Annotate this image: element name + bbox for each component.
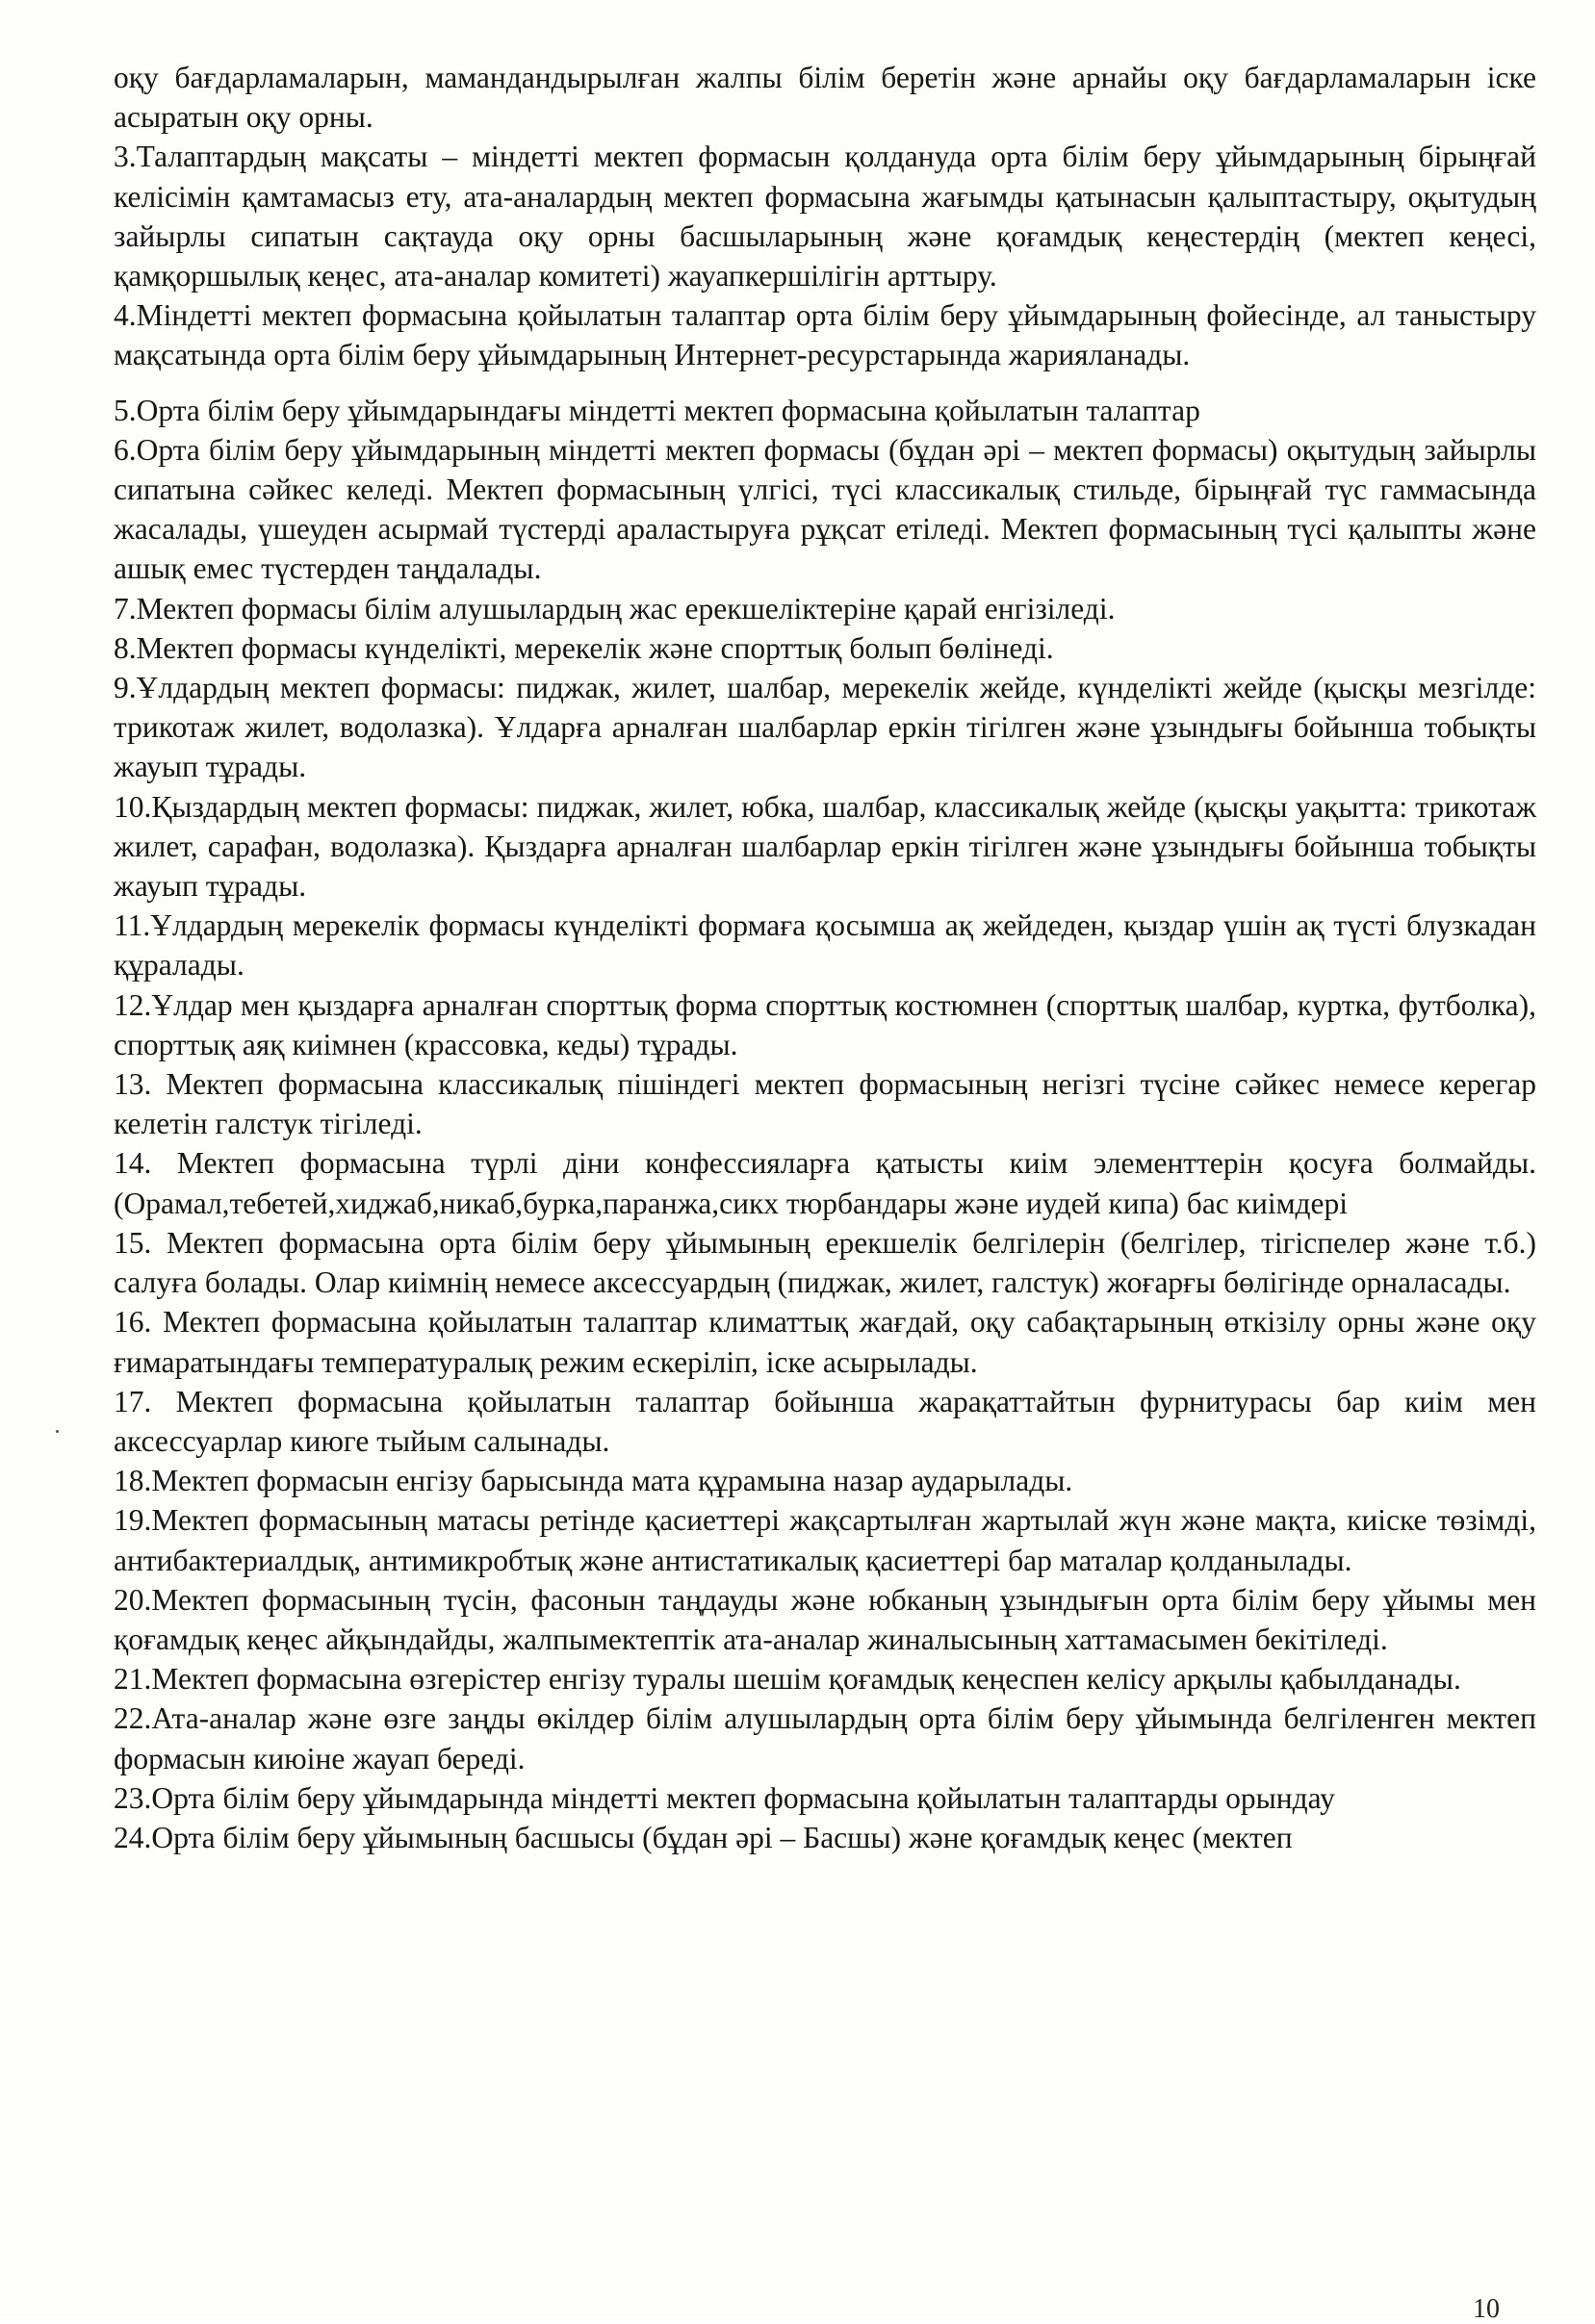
paragraph-7: 7.Мектеп формасы білім алушылардың жас ерекшеліктеріне қарай енгізіледі. <box>114 591 1116 626</box>
paragraph-gap <box>114 375 1536 391</box>
paragraph-18: 18.Мектеп формасын енгізу барысында мата құрамына назар аударылады. <box>114 1464 1073 1498</box>
paragraph-19: 19.Мектеп формасының матасы ретінде қасиеттері жақсартылған жартылай жүн және мақта, киіске төзімді, антибактериалдық, антимикробтық және антистатикалық қасиеттері бар маталар қолданылады. <box>114 1503 1536 1577</box>
paragraph-15: 15. Мектеп формасына орта білім беру ұйымының ерекшелік белгілерін (белгілер, тігіспелер және т.б.) салуға болады. Олар киімнің немесе аксессуардың (пиджак, жилет, галстук) жоғарғы бөлігінде орналасады. <box>114 1225 1536 1300</box>
paragraph-continuation: оқу бағдарламаларын, мамандандырылған жалпы білім беретін және арнайы оқу бағдарламаларын іске асыратын оқу орны. <box>114 61 1536 135</box>
paragraph-5: 5.Орта білім беру ұйымдарындағы міндетті мектеп формасына қойылатын талаптар <box>114 393 1200 427</box>
paragraph-11: 11.Ұлдардың мерекелік формасы күнделікті формаға қосымша ақ жейдеден, қыздар үшін ақ түсті блузкадан құралады. <box>114 908 1536 983</box>
page-number: 10 <box>1473 2294 1500 2324</box>
document-body <box>114 58 1536 1857</box>
paragraph-17: 17. Мектеп формасына қойылатын талаптар бойынша жарақаттайтын фурнитурасы бар киім мен аксессуарлар киюге тыйым салынады. <box>114 1384 1536 1458</box>
paragraph-12: 12.Ұлдар мен қыздарға арналған спорттық форма спорттық костюмнен (спорттық шалбар, куртка, футболка), спорттық аяқ киімнен (крассовка, кеды) тұрады. <box>114 987 1536 1061</box>
paragraph-6: 6.Орта білім беру ұйымдарының міндетті мектеп формасы (бұдан әрі – мектеп формасы) оқытудың зайырлы сипатына сәйкес келеді. Мектеп формасының үлгісі, түсі классикалық стильде, бірыңғай түс гаммасында жасалады, үшеуден асырмай түстерді араластыруға рұқсат етіледі. Мектеп формасының түсі қалыпты және ашық емес түстерден таңдалады. <box>114 432 1536 586</box>
paragraph-16: 16. Мектеп формасына қойылатын талаптар климаттық жағдай, оқу сабақтарының өткізілу орны және оқу ғимаратындағы температуралық режим ескеріліп, іске асырылады. <box>114 1305 1536 1379</box>
paragraph-22: 22.Ата-аналар және өзге заңды өкілдер білім алушылардың орта білім беру ұйымында белгіленген мектеп формасын киюіне жауап береді. <box>114 1701 1536 1775</box>
scan-speck <box>56 1430 59 1433</box>
paragraph-21: 21.Мектеп формасына өзгерістер енгізу туралы шешім қоғамдық кеңеспен келісу арқылы қабылданады. <box>114 1662 1461 1697</box>
paragraph-4: 4.Міндетті мектеп формасына қойылатын талаптар орта білім беру ұйымдарының фойесінде, ал таныстыру мақсатында орта білім беру ұйымдарының Интернет-ресурстарында жарияланады. <box>114 298 1536 372</box>
paragraph-20: 20.Мектеп формасының түсін, фасонын таңдауды және юбканың ұзындығын орта білім беру ұйымы мен қоғамдық кеңес айқындайды, жалпымектептік ата-аналар жиналысының хаттамасымен бекітіледі. <box>114 1582 1536 1656</box>
paragraph-9: 9.Ұлдардың мектеп формасы: пиджак, жилет, шалбар, мерекелік жейде, күнделікті жейде (қысқы мезгілде: трикотаж жилет, водолазка). Ұлдарға арналған шалбарлар еркін тігілген және ұзындығы бойынша тобықты жауып тұрады. <box>114 671 1536 784</box>
paragraph-10: 10.Қыздардың мектеп формасы: пиджак, жилет, юбка, шалбар, классикалық жейде (қысқы уақытта: трикотаж жилет, сарафан, водолазка). Қыздарға арналған шалбарлар еркін тігілген және ұзындығы бойынша тобықты жауып тұрады. <box>114 789 1536 904</box>
paragraph-13: 13. Мектеп формасына классикалық пішіндегі мектеп формасының негізгі түсіне сәйкес немесе керегар келетін галстук тігіледі. <box>114 1067 1536 1141</box>
paragraph-3: 3.Талаптардың мақсаты – міндетті мектеп формасын қолдануда орта білім беру ұйымдарының бірыңғай келісімін қамтамасыз ету, ата-аналардың мектеп формасына жағымды қатынасын қалыптастыру, оқытудың зайырлы сипатын сақтауда оқу орны басшыларының және қоғамдық кеңестердің (мектеп кеңесі, қамқоршылық кеңес, ата-аналар комитеті) жауапкершілігін арттыру. <box>114 140 1536 294</box>
paragraph-23: 23.Орта білім беру ұйымдарында міндетті мектеп формасына қойылатын талаптарды орындау <box>114 1780 1335 1815</box>
paragraph-24: 24.Орта білім беру ұйымының басшысы (бұдан әрі – Басшы) және қоғамдық кеңес (мектеп <box>114 1820 1293 1854</box>
paragraph-14: 14. Мектеп формасына түрлі діни конфессияларға қатысты киім элементтерін қосуға болмайды.(Орамал,тебетей,хиджаб,никаб,бурка,паранжа,сикх тюрбандары және иудей кипа) бас киімдері <box>114 1146 1536 1220</box>
paragraph-8: 8.Мектеп формасы күнделікті, мерекелік және спорттық болып бөлінеді. <box>114 630 1054 665</box>
